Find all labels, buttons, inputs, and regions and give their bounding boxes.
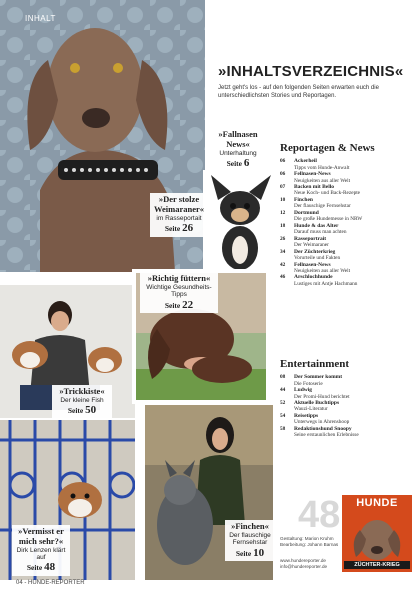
caption-page: Seite 10	[235, 546, 265, 559]
toc-item[interactable]: 07 Backen mit Bello Neue Koch- und Back-Rezepte	[280, 183, 361, 197]
toc-item[interactable]: 54 Reisetipps Unterwegs in Ahrenshoop	[280, 412, 350, 426]
caption-title: »Trickkiste«	[59, 386, 105, 396]
caption-fuettern[interactable]	[140, 272, 218, 313]
caption-vermisst[interactable]	[12, 525, 70, 576]
toc-item[interactable]: 12 Dortmund Die große Hundemesse in NRW	[280, 209, 363, 223]
intro-text: Jetzt geht's los - auf den folgenden Seiten erwarten euch die unterschiedlichsten Stories und Reportagen.	[218, 85, 379, 100]
toc-item[interactable]: 06 Fellnasen-News Neuigkeiten aus aller Welt	[280, 170, 351, 184]
caption-sub: Dirk Lenzen klärt auf	[16, 546, 66, 561]
section-heading-entertainment: Entertainment	[280, 358, 350, 370]
caption-trickkiste[interactable]	[52, 385, 112, 419]
caption-title: »Der stolze Weimaraner«	[154, 194, 205, 214]
section-heading-reportagen: Reportagen & News	[280, 142, 375, 154]
web-contact	[280, 558, 340, 571]
toc-item[interactable]: 34 Der Züchterkrieg Vorurteile und Fakten	[280, 248, 341, 262]
magazine-cover[interactable]	[342, 495, 412, 572]
caption-fallnasen[interactable]	[208, 128, 268, 172]
cover-logo: HUNDE	[356, 497, 398, 509]
caption-page: Seite 22	[164, 298, 194, 311]
caption-title: »Fallnasen News«	[218, 129, 258, 149]
toc-item[interactable]: 10 Finchen Der flauschige Fernsehstar	[280, 196, 351, 210]
caption-page: Seite 6	[226, 157, 250, 169]
page-title: »INHALTSVERZEICHNIS«	[218, 63, 404, 80]
website-link[interactable]: www.hundereporter.de	[280, 558, 326, 563]
toc-item[interactable]: 08 Der Sommer kommt Die Fotoserie	[280, 374, 343, 387]
caption-finchen[interactable]	[225, 520, 275, 561]
toc-item[interactable]: 46 Arschlochhunde Lustiges mit Antje Hachmann	[280, 274, 358, 288]
section-tag: INHALT	[25, 14, 56, 23]
caption-title: »Finchen«	[231, 521, 269, 531]
toc-list-reportagen	[280, 158, 414, 287]
credit-line: Bearbeitung: Johann Barnas	[280, 542, 339, 548]
caption-title: »Richtig füttern«	[147, 273, 211, 283]
page-footer: 04 - HUNDE-REPORTER	[16, 580, 85, 586]
toc-item[interactable]: 18 Hunde & das Alter Darauf muss man achten	[280, 222, 347, 236]
chihuahua-photo	[203, 170, 278, 272]
credits	[280, 536, 340, 549]
toc-item[interactable]: 06 Ackerheil Tipps vom Hunde-Anwalt	[280, 158, 350, 171]
cover-tagline: ZÜCHTER-KRIEG	[344, 561, 410, 569]
caption-page: Seite 48	[26, 561, 56, 574]
toc-list-entertainment	[280, 374, 414, 439]
caption-page: Seite 26	[164, 222, 194, 234]
caption-sub: Unterhaltung	[219, 149, 257, 157]
email-link[interactable]: info@hundereporter.de	[280, 564, 328, 570]
toc-item[interactable]: 44 Ludwig Der Promi-Hund berichtet	[280, 386, 350, 400]
caption-sub: Der flauschige Fernsehstar	[229, 531, 271, 547]
caption-sub: im Rasseportait	[156, 214, 202, 222]
toc-item[interactable]: 58 Redaktionshund Snoopy Seine erstaunlichen Erlebnisse	[280, 425, 359, 439]
page-number-large: 48	[298, 494, 341, 536]
caption-sub: Der kleine Fish	[60, 396, 104, 404]
credit-line: Gestaltung: Marion Kruhm	[280, 536, 334, 541]
caption-page: Seite 50	[67, 404, 97, 417]
caption-sub: Wichtige Gesundheits-Tipps	[146, 283, 212, 299]
toc-item[interactable]: 52 Aktuelle Buchtipps Wauzi-Literatur	[280, 399, 340, 413]
toc-item[interactable]: 42 Fellnasen-News Neuigkeiten aus aller Welt	[280, 261, 351, 275]
caption-weimaraner[interactable]	[150, 193, 208, 237]
caption-title: »Vermisst er mich sehr?«	[18, 526, 64, 546]
toc-item[interactable]: 26 Rasseportrait Der Weimaraner	[280, 235, 329, 249]
